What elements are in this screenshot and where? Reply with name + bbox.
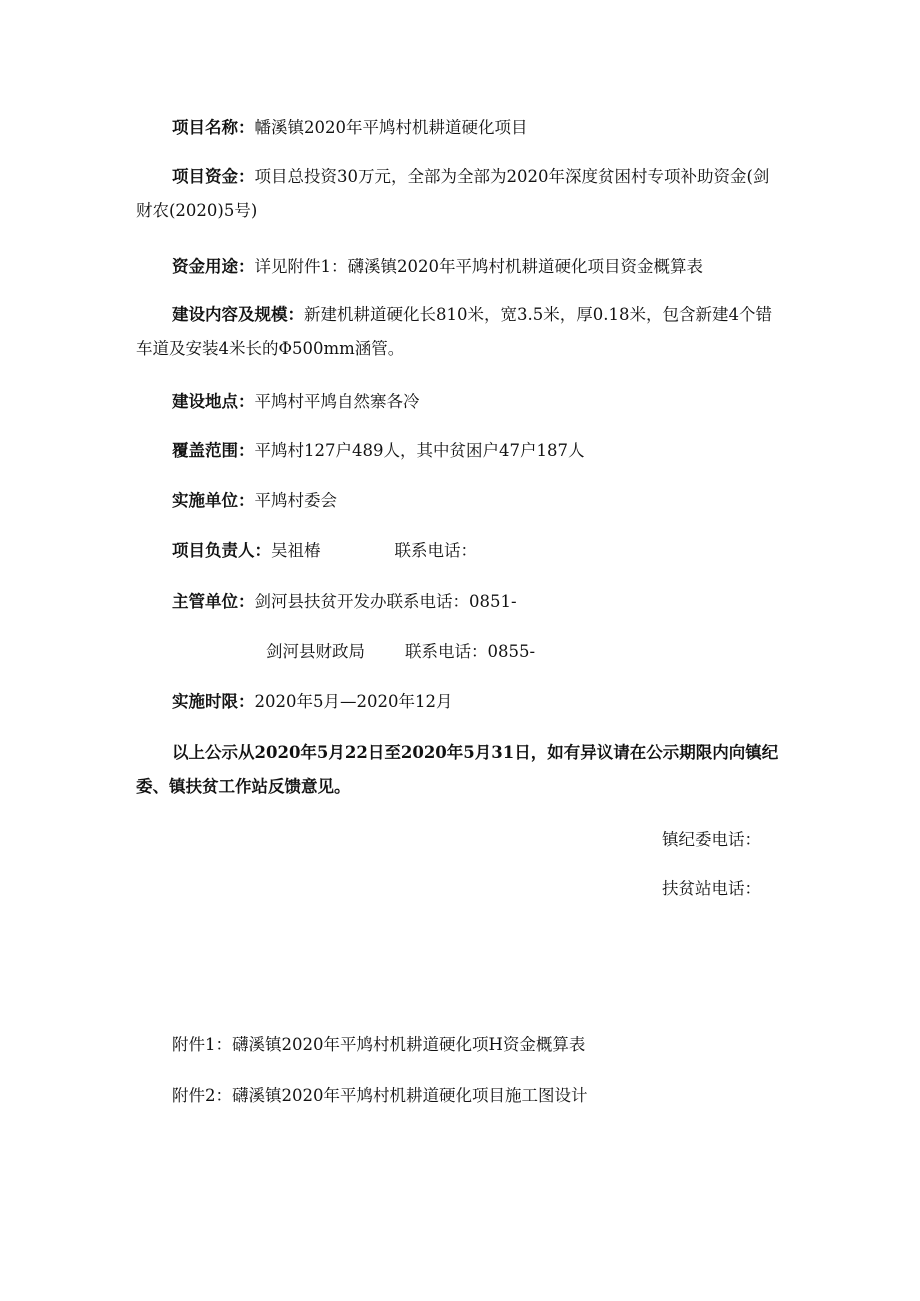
supervisor-unit2-phone: 联系电话：0855- [405, 642, 536, 661]
period-line [136, 688, 781, 716]
attachment-2: 附件2：礴溪镇2020年平鸠村机耕道硬化项目施工图设计 [172, 1086, 588, 1105]
implementer-line [136, 487, 781, 515]
project-funds-label: 项目资金： [172, 167, 255, 186]
project-lead-line [136, 537, 781, 565]
supervisor-line [136, 588, 781, 616]
location-label: 建设地点： [172, 392, 255, 411]
supervisor-unit2-line [266, 638, 911, 666]
period-label: 实施时限： [172, 692, 255, 711]
attachment-1: 附件1：礴溪镇2020年平鸠村机耕道硬化项H资金概算表 [172, 1035, 586, 1054]
project-lead-phone-label: 联系电话： [394, 541, 477, 560]
coverage-line [136, 437, 781, 465]
location-line [136, 388, 781, 416]
project-name-label: 项目名称： [172, 118, 255, 137]
notice-paragraph: 以上公示从2020年5月22日至2020年5月31日，如有异议请在公示期限内向镇纪委、镇扶贫工作站反馈意见。 [136, 743, 779, 796]
project-lead-label: 项目负责人： [172, 541, 271, 560]
coverage-label: 覆盖范围： [172, 441, 255, 460]
construction-scope-value: 新建机耕道硬化长810米，宽3.5米，厚0.18米，包含新建4个错车道及安装4米长的Φ500mm涵管。 [136, 305, 772, 358]
supervisor-unit2-name: 剑河县财政局 [266, 642, 365, 661]
project-name-line [136, 114, 781, 142]
construction-scope-label: 建设内容及规模： [172, 305, 304, 324]
project-lead-name: 吴祖椿 [271, 541, 321, 560]
period-value: 2020年5月—2020年12月 [254, 692, 453, 711]
construction-scope-line [136, 298, 781, 366]
fund-usage-value: 详见附件1：礴溪镇2020年平鸠村机耕道硬化项目资金概算表 [254, 257, 703, 276]
supervisor-unit1: 剑河县扶贫开发办联系电话：0851- [254, 592, 517, 611]
project-funds-line [136, 160, 781, 228]
supervisor-label: 主管单位： [172, 592, 255, 611]
poverty-station-phone: 扶贫站电话： [662, 879, 761, 898]
implementer-label: 实施单位： [172, 491, 255, 510]
fund-usage-line [136, 253, 781, 281]
coverage-value: 平鸠村127户489人，其中贫困户47户187人 [254, 441, 585, 460]
discipline-phone: 镇纪委电话： [662, 830, 761, 849]
location-value: 平鸠村平鸠自然寨各冷 [254, 392, 420, 411]
project-name-value: 幡溪镇2020年平鸠村机耕道硬化项目 [254, 118, 528, 137]
fund-usage-label: 资金用途： [172, 257, 255, 276]
project-funds-value: 项目总投资30万元，全部为全部为2020年深度贫困村专项补助资金(剑财农(2020)5号) [136, 167, 770, 220]
implementer-value: 平鸠村委会 [254, 491, 337, 510]
